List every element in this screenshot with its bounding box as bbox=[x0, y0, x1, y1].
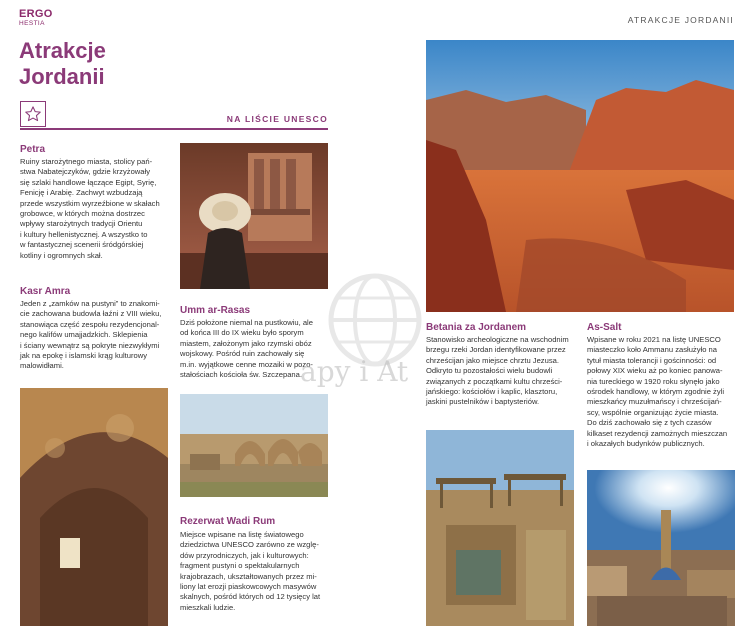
petra-text: Ruiny starożytnego miasta, stolicy pań- stwa Nabatejczyków, gdzie krzyżowały się szlaki handlowe łączące Egipt, Syrię, Fenicję i Arabię. Zachwyt wzbudzają przede wszystkim wyrzeźbione w skałach grobowce, w których można dostrzec wpływy starożytnych tradycji Orientu i kultury hellenistycznej. A wszystko to w fantastycznej scenerii śródgórskiej kotliny i ogromnych skał. bbox=[20, 157, 160, 260]
assalt-text: Wpisane w roku 2021 na listę UNESCO miasteczko koło Ammanu zasłużyło na tytuł miasta tolerancji i gościnności: od połowy XIX wieku aż po koniec panowa- nia tureckiego w 1920 roku słynęło jako ośrodek handlowy, w którym zgodnie żyli mieszkańcy muzułmańscy i chrześcijań- scy, wspólnie organizując życie miasta. Do dziś zachowało się z tych czasów kilkaset rezydencji zamożnych mieszczan i okazałych budynków publicznych. bbox=[587, 335, 728, 449]
assalt-heading: As-Salt bbox=[587, 322, 622, 333]
page-title: Atrakcje Jordanii bbox=[19, 38, 106, 89]
kasr-heading: Kasr Amra bbox=[20, 286, 71, 297]
assalt-photo bbox=[587, 470, 735, 626]
section-divider bbox=[20, 128, 328, 130]
kasr-photo bbox=[20, 388, 168, 626]
umm-text: Dziś położone niemal na pustkowiu, ale od końca III do IX wieku było sporym miastem, założonym jako rzymski obóz wojskowy. Pośród ruin zachowały się m.in. wyjątkowe cenne mozaiki w pozo- stałościach kościoła św. Szczepana. bbox=[180, 318, 313, 380]
running-header: ATRAKCJE JORDANII bbox=[627, 15, 734, 25]
section-label: NA LIŚCIE UNESCO bbox=[226, 114, 328, 124]
betania-text: Stanowisko archeologiczne na wschodnim brzegu rzeki Jordan identyfikowane przez chrześcijan jako miejsce chrztu Jezusa. Odkryto tu pozostałości wielu budowli związanych z początkami kultu chrześci- jańskiego: kościołów i kaplic, klasztoru, jaskini pustelników i baptysteriów. bbox=[426, 335, 569, 407]
wadi-text: Miejsce wpisane na listę światowego dziedzictwa UNESCO zarówno ze wzglę- dów przyrodniczych, jak i kulturowych: fragment pustyni o spektakularnych krajobrazach, ukształtowanych przez mi- liony lat erozji piaskowcowych masywów skalnych, pośród których od 12 tysięcy lat mieszkali ludzie. bbox=[180, 530, 321, 612]
betania-photo bbox=[426, 430, 574, 626]
petra-heading: Petra bbox=[20, 144, 46, 155]
logo-line2: HESTIA bbox=[19, 20, 45, 27]
brand-logo bbox=[19, 9, 53, 28]
watermark-text: apy i At bbox=[300, 355, 409, 388]
star-icon bbox=[20, 101, 46, 127]
kasr-text: Jeden z „zamków na pustyni” to znakomi- cie zachowana budowla łaźni z VIII wieku, stanowiąca część zespołu rezydencjonal- nego kalifów umajjadzkich. Sklepienia i ściany wewnątrz są pokryte niezwykłymi jak na epokę i islamski krąg kulturowy malowidłami. bbox=[20, 299, 162, 371]
logo-line1: ERGO bbox=[19, 8, 53, 20]
wadi-heading: Rezerwat Wadi Rum bbox=[180, 516, 276, 527]
umm-heading: Umm ar-Rasas bbox=[180, 305, 251, 316]
betania-heading: Betania za Jordanem bbox=[426, 322, 527, 333]
wadi-rum-photo bbox=[426, 40, 734, 312]
